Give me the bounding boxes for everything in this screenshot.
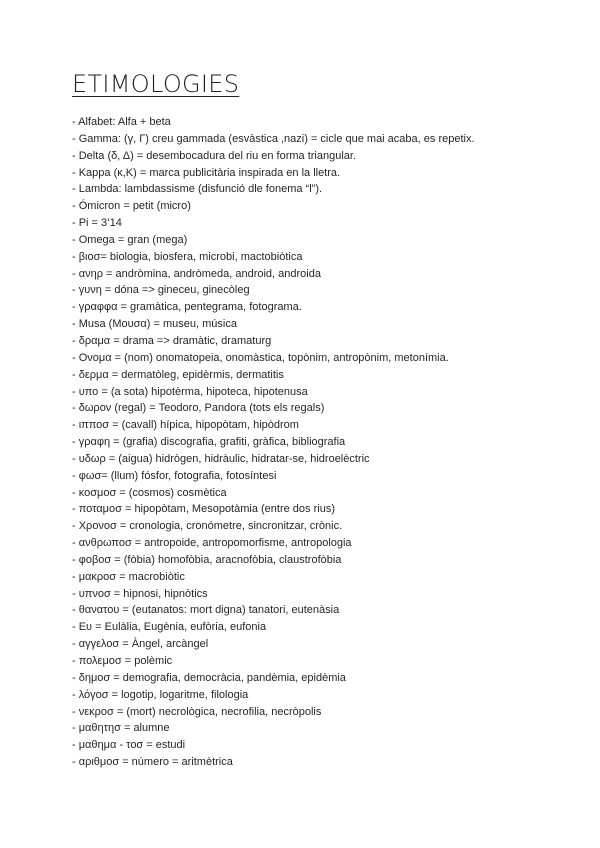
list-item: - δραμα = drama => dramàtic, dramaturg	[72, 334, 272, 347]
list-item: - Kappa (κ,Κ) = marca publicitària inspirada en la lletra.	[72, 166, 341, 179]
list-item: - βιοσ= biologia, biosfera, microbi, mactobiòtica	[72, 250, 303, 263]
list-item: - ποταμοσ = hipopòtam, Mesopotàmia (entre dos rius)	[72, 503, 335, 516]
list-item: - Ómicron = petit (micro)	[72, 200, 191, 213]
list-item: - δημοσ = demografia, democràcia, pandèmia, epidèmia	[72, 671, 346, 684]
list-item: - υπνοσ = hipnosi, hipnòtics	[72, 587, 208, 600]
list-item: - Χρονοσ = cronologia, cronómetre, sincronitzar, crònic.	[72, 520, 343, 533]
list-item: - γυνη = dóna => gineceu, ginecòleg	[72, 284, 250, 297]
list-item: - Musa (Μουσα) = museu, música	[72, 318, 237, 331]
list-item: - αριθμοσ = número = aritmètrica	[72, 756, 233, 769]
list-item: - φωσ= (llum) fósfor, fotografia, fotosíntesi	[72, 469, 277, 482]
list-item: - ανηρ = andròmina, andròmeda, android, androida	[72, 267, 321, 280]
list-item: - υπο = (a sota) hipotèrma, hipoteca, hipotenusa	[72, 385, 308, 398]
list-item: - μαθημα - τοσ = estudi	[72, 739, 186, 752]
list-item: - μαθητησ = alumne	[72, 722, 170, 735]
list-item: - λόγοσ = logotip, logaritme, filologia	[72, 688, 249, 701]
list-item: - θανατου = (eutanatos: mort digna) tanatori, eutenàsia	[72, 604, 340, 617]
list-item: - Ονομα = (nom) onomatopeia, onomàstica, topònim, antropònim, metonímia.	[72, 351, 449, 364]
list-item: - Omega = gran (mega)	[72, 233, 188, 246]
list-item: - υδωρ = (aigua) hidrògen, hidràulic, hidratar-se, hidroelèctric	[72, 452, 370, 465]
list-item: - ιπποσ = (cavall) hípica, hipopòtam, hipòdrom	[72, 419, 299, 432]
list-item: - Gamma: (γ, Γ) creu gammada (esvàstica ,nazi) = cicle que mai acaba, es repetix.	[72, 132, 475, 145]
list-item: - πολεμοσ = polèmic	[72, 655, 173, 667]
list-item: - δερμα = dermatòleg, epidèrmis, dermatitis	[72, 368, 284, 381]
list-item: - Alfabet: Alfa + beta	[72, 116, 171, 128]
etymology-list	[72, 114, 572, 771]
list-item: - Lambda: lambdassisme (disfunció dle fonema “l”).	[72, 183, 323, 196]
list-item: - νεκροσ = (mort) necrològica, necrofilia, necròpolis	[72, 705, 322, 718]
list-item: - κοσμοσ = (cosmos) cosmètica	[72, 486, 227, 499]
list-item: - Ευ = Eulàlia, Eugènia, eufòria, eufonia	[72, 621, 267, 634]
list-item: - Delta (δ, Δ) = desembocadura del riu en forma triangular.	[72, 149, 357, 162]
list-item: - δωρον (regal) = Teodoro, Pandora (tots els regals)	[72, 402, 325, 415]
list-item: - μακροσ = macrobiòtic	[72, 570, 185, 583]
list-item: - αγγελοσ = Àngel, arcàngel	[72, 638, 209, 651]
list-item: - Pi = 3’14	[72, 217, 122, 230]
list-item: - φοβοσ = (fòbia) homofòbia, aracnofòbia, claustrofòbia	[72, 553, 342, 566]
list-item: - ανθρωποσ = antropoide, antropomorfisme, antropologia	[72, 537, 352, 550]
list-item: - γραφη = (grafia) discografia, grafiti, gràfica, bibliografia	[72, 436, 346, 449]
page-title: ETIMOLOGIES	[72, 70, 240, 98]
list-item: - γραφφα = gramàtica, pentegrama, fotograma.	[72, 301, 302, 314]
